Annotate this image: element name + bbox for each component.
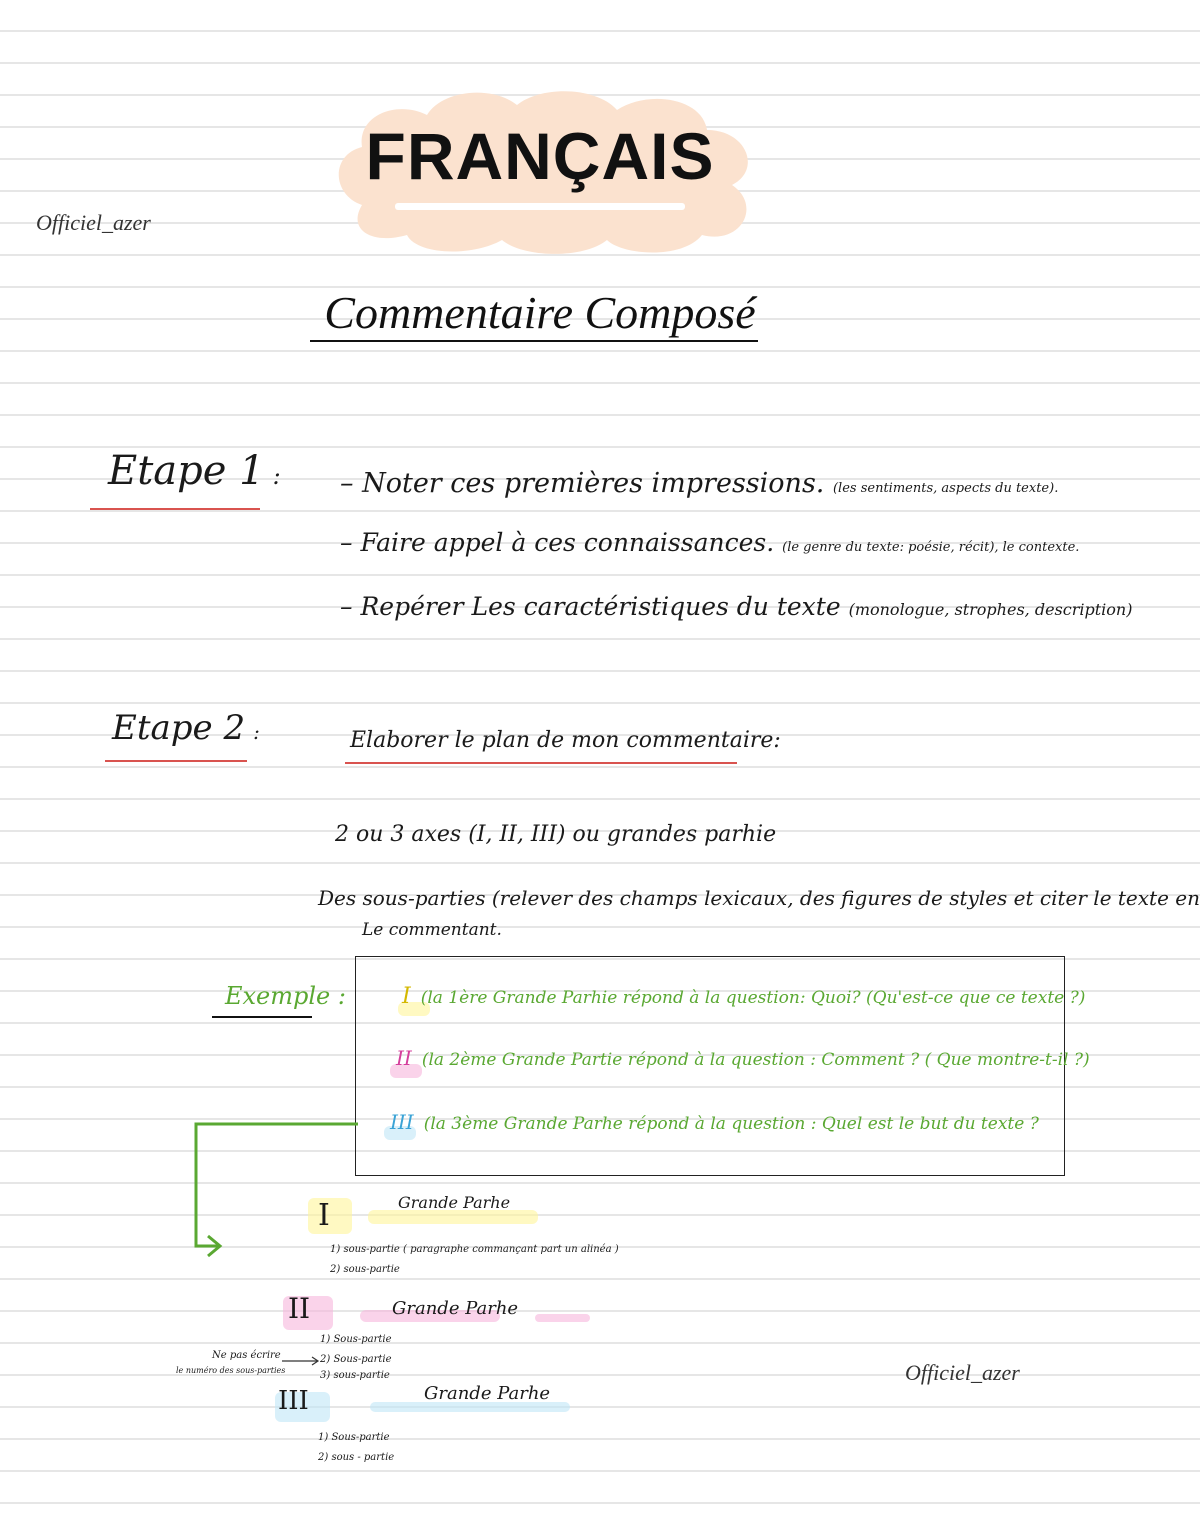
part-i-title: Grande Parhe [398, 1193, 511, 1212]
sous-parties-text-line2: Le commentant. [362, 920, 502, 940]
part-ii-sub-1: 1) Sous-partie [320, 1334, 392, 1345]
etape-2-underline [105, 760, 247, 762]
subtitle-underline [310, 340, 758, 342]
example-row-3: III (la 3ème Grande Parhe répond à la question : Quel est le but du texte ? [390, 1110, 1039, 1134]
sous-parties-text-line1: Des sous-parties (relever des champs lexicaux, des figures de styles et citer le texte en [318, 886, 1200, 910]
etape-1-item-1: – Noter ces premières impressions. (les sentiments, aspects du texte). [340, 468, 1059, 499]
example-row-1: I (la 1ère Grande Parhie répond à la question: Quoi? (Qu'est-ce que ce texte ?) [402, 984, 1086, 1009]
part-iii-sub-1: 1) Sous-partie [318, 1432, 390, 1443]
side-note-line1: Ne pas écrire [212, 1350, 281, 1361]
green-arrow-icon [188, 1118, 363, 1258]
part-ii-title-highlight-right [535, 1314, 590, 1322]
etape-2-label: Etape 2 : [112, 708, 260, 748]
side-note-line2: le numéro des sous-parties [176, 1366, 286, 1375]
watermark-bottom: Officiel_azer [905, 1360, 1020, 1385]
page-title: FRANÇAIS [365, 119, 715, 193]
etape-1-item-2: – Faire appel à ces connaissances. (le genre du texte: poésie, récit), le contexte. [340, 528, 1080, 557]
etape-1-item-3: – Repérer Les caractéristiques du texte (monologue, strophes, description) [340, 592, 1133, 621]
axes-text: 2 ou 3 axes (I, II, III) ou grandes parhie [335, 822, 777, 847]
part-i-sub-1: 1) sous-partie ( paragraphe commançant part un alinéa ) [330, 1244, 619, 1255]
exemple-label: Exemple : [225, 982, 346, 1010]
part-i-highlight [308, 1198, 352, 1234]
plan-heading-underline [345, 762, 737, 764]
part-ii-title: Grande Parhe [392, 1298, 519, 1319]
etape-1-label: Etape 1 : [108, 448, 281, 494]
etape-1-underline [90, 508, 260, 510]
watermark-top: Officiel_azer [36, 210, 151, 235]
part-i-title-highlight [368, 1210, 538, 1224]
exemple-underline [212, 1016, 312, 1018]
plan-heading: Elaborer le plan de mon commentaire: [350, 728, 781, 753]
part-ii-sub-3: 3) sous-partie [320, 1370, 390, 1381]
part-ii-sub-2: 2) Sous-partie [320, 1354, 392, 1365]
part-i-sub-2: 2) sous-partie [330, 1264, 400, 1275]
part-iii-sub-2: 2) sous - partie [318, 1452, 395, 1463]
arrow-right-icon [282, 1356, 322, 1366]
page-subtitle: Commentaire Composé [324, 287, 756, 338]
part-iii-numeral: III [278, 1386, 309, 1416]
title-underline [395, 203, 685, 210]
part-ii-numeral: II [288, 1292, 311, 1325]
part-iii-title: Grande Parhe [424, 1383, 551, 1404]
example-row-2: II (la 2ème Grande Partie répond à la question : Comment ? ( Que montre-t-il ?) [396, 1046, 1090, 1070]
part-i-numeral: I [318, 1198, 330, 1233]
